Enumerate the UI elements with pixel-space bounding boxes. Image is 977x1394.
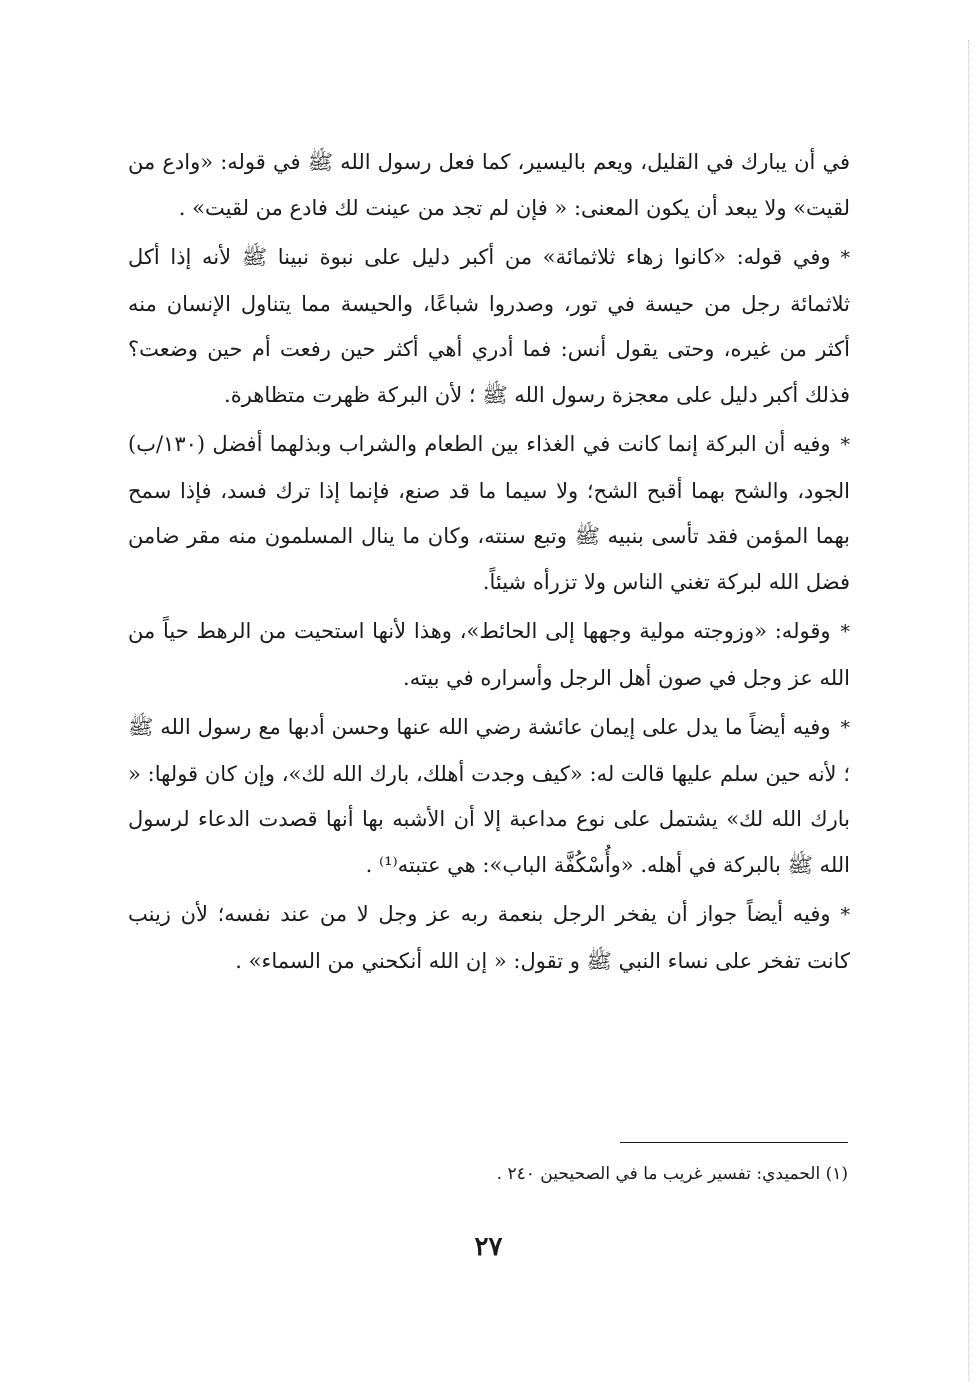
paragraph-text: وقوله: «وزوجته مولية وجهها إلى الحائط»، وهذا لأنها استحيت من الرهط حياً من الله عز وجل في صون أهل الرجل وأسراره في بيته. bbox=[128, 619, 850, 690]
footnote: (١) الحميدي: تفسير غريب ما في الصحيحين ٢٤٠ . bbox=[496, 1164, 848, 1184]
paragraph-bullet: * bbox=[840, 717, 850, 739]
page-number: ٢٧ bbox=[474, 1232, 503, 1262]
paragraph-2 bbox=[128, 235, 850, 418]
paragraph-5 bbox=[128, 705, 850, 888]
page-edge-scan-artifact bbox=[968, 40, 969, 1380]
paragraph-6 bbox=[128, 892, 850, 984]
paragraph-3 bbox=[128, 422, 850, 605]
footnote-separator bbox=[620, 1142, 848, 1143]
paragraph-4 bbox=[128, 609, 850, 701]
paragraph-bullet: * bbox=[840, 434, 850, 456]
paragraph-text: وفي قوله: «كانوا زهاء ثلاثمائة» من أكبر دليل على نبوة نبينا ﷺ لأنه إذا أكل ثلاثمائة رجل من حيسة في تور، وصدروا شباعًا، والحيسة مما يتناول الإنسان منه أكثر من غيره، وحتى يقول أنس: فما أدري أهي أكثر حين رفعت أم حين وضعت؟ فذلك أكبر دليل على معجزة رسول الله ﷺ ؛ لأن البركة ظهرت متظاهرة. bbox=[128, 245, 850, 407]
paragraph-bullet: * bbox=[840, 621, 850, 643]
paragraph-bullet: * bbox=[840, 904, 850, 926]
paragraph-text: في أن يبارك في القليل، ويعم باليسير، كما فعل رسول الله ﷺ في قوله: «وادع من لقيت» ولا يبعد أن يكون المعنى: « فإن لم تجد من عينت لك فادع من لقيت» . bbox=[128, 150, 850, 220]
paragraph-1 bbox=[128, 140, 850, 231]
paragraph-text: وفيه أيضاً ما يدل على إيمان عائشة رضي الله عنها وحسن أدبها مع رسول الله ﷺ ؛ لأنه حين سلم عليها قالت له: «كيف وجدت أهلك، بارك الله لك»، وإن كان قولها: « بارك الله لك» يشتمل على نوع مداعبة إلا أن الأشبه بها أنها قصدت الدعاء لرسول الله ﷺ بالبركة في أهله. «وأُسْكُفَّة الباب»: هي عتبته⁽¹⁾ . bbox=[128, 715, 850, 877]
paragraph-bullet: * bbox=[840, 247, 850, 269]
paragraph-text: وفيه أن البركة إنما كانت في الغذاء بين الطعام والشراب وبذلهما أفضل (١٣٠/ب) الجود، والشح بهما أقبح الشح؛ ولا سيما ما قد صنع، فإنما إذا ترك فسد، فإذا سمح بهما المؤمن فقد تأسى بنبيه ﷺ وتبع سنته، وكان ما ينال المسلمون منه مقر ضامن فضل الله لبركة تغني الناس ولا تزرأه شيئاً. bbox=[128, 432, 850, 594]
paragraph-text: وفيه أيضاً جواز أن يفخر الرجل بنعمة ربه عز وجل لا من عند نفسه؛ لأن زينب كانت تفخر على نساء النبي ﷺ و تقول: « إن الله أنكحني من السماء» . bbox=[128, 902, 850, 973]
body-text bbox=[128, 140, 850, 988]
